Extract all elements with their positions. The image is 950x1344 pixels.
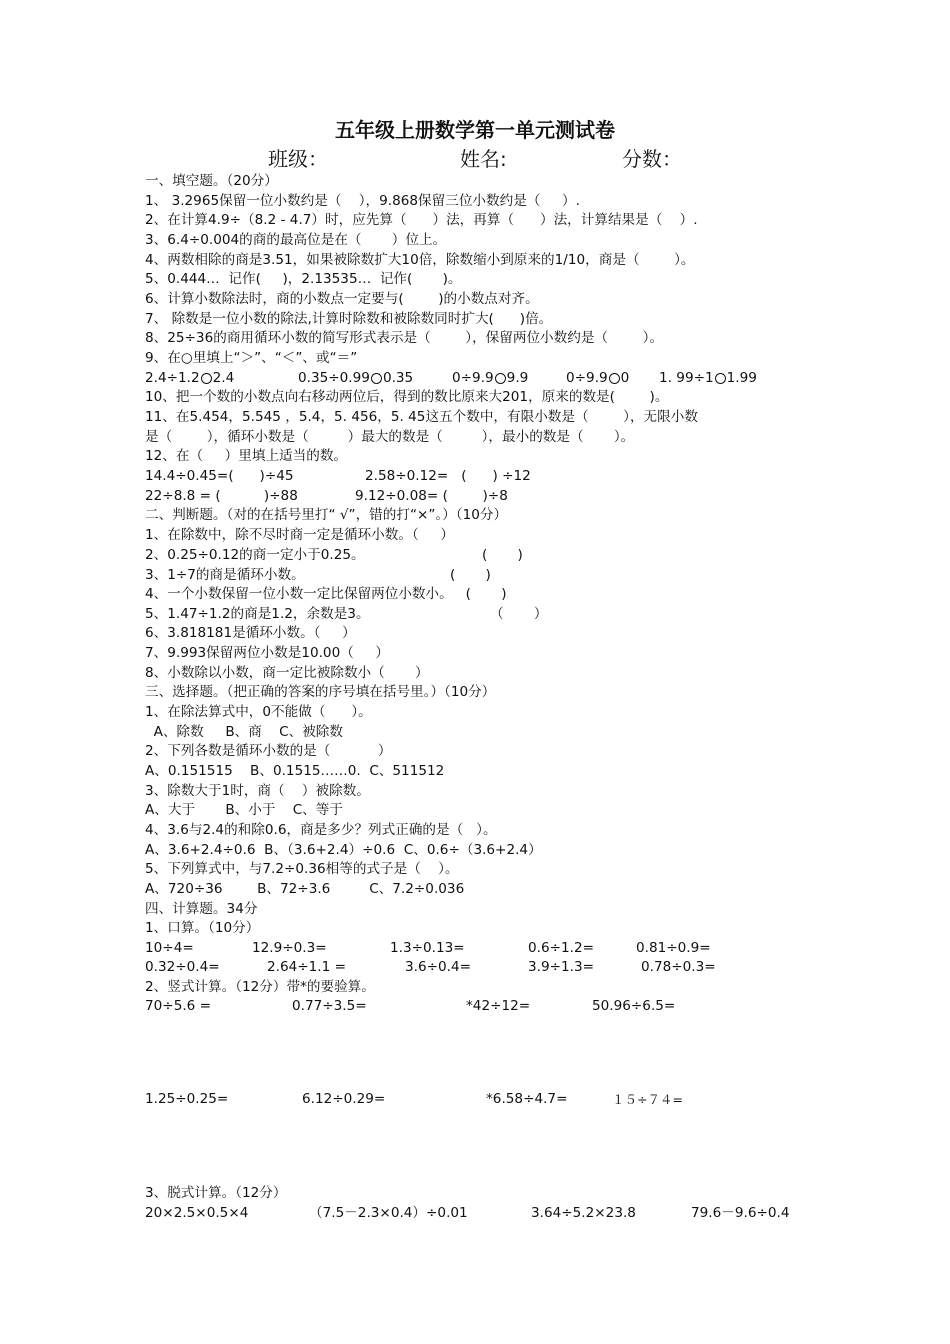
compare-circle-icon — [609, 373, 620, 384]
question-text: 9、在○里填上“＞”、“＜”、或“＝” — [145, 350, 358, 366]
step-problem: 79.6－9.6÷0.4 — [691, 1205, 790, 1221]
vertical-problem: １５÷７４= — [612, 1092, 683, 1107]
equation: 2.58÷0.12= ( ) ÷12 — [365, 468, 531, 484]
question-text: 3、除数大于1时，商（ ）被除数。 — [145, 783, 370, 799]
vertical-problem: 70÷5.6 = — [145, 998, 212, 1014]
question-text: 11、在5.454，5.545 ，5.4，5. 456，5. 45这五个数中，有限小数是（ ），无限小数 — [145, 409, 698, 425]
oral-problem: 0.81÷0.9= — [636, 940, 711, 956]
oral-problem: 0.6÷1.2= — [528, 940, 595, 956]
question-text: 6、计算小数除法时，商的小数点一定要与( )的小数点对齐。 — [145, 291, 539, 307]
comparison-item: 1. 99÷1 1.99 — [659, 370, 757, 386]
subsection-heading: 2、竖式计算。（12分）带*的要验算。 — [145, 979, 375, 995]
subsection-heading: 3、脱式计算。（12分） — [145, 1185, 287, 1201]
choice-options: A、除数 B、商 C、被除数 — [145, 724, 343, 740]
question-text: 7、 除数是一位小数的除法,计算时除数和被除数同时扩大( )倍。 — [145, 311, 553, 327]
compare-circle-icon — [371, 373, 382, 384]
section-heading-choice: 三、选择题。（把正确的答案的序号填在括号里。）（10分） — [145, 684, 496, 700]
vertical-problem: *6.58÷4.7= — [486, 1091, 568, 1107]
question-text: 8、小数除以小数，商一定比被除数小（ ） — [145, 665, 429, 681]
vertical-problem: 6.12÷0.29= — [302, 1091, 386, 1107]
section-heading-judge: 二、判断题。（对的在括号里打“ √”，错的打“×”。）（10分） — [145, 507, 508, 523]
compare-circle-icon — [715, 373, 726, 384]
equation: 22÷8.8 = ( )÷88 — [145, 488, 298, 504]
oral-problem: 2.64÷1.1 = — [267, 959, 346, 975]
oral-problem: 1.3÷0.13= — [390, 940, 465, 956]
question-text: 3、6.4÷0.004的商的最高位是在（ ）位上。 — [145, 232, 447, 248]
answer-bracket: （ ） — [490, 606, 548, 622]
question-text: 5、下列算式中，与7.2÷0.36相等的式子是（ ）。 — [145, 861, 459, 877]
compare-circle-icon — [495, 373, 506, 384]
question-text: 8、25÷36的商用循环小数的简写形式表示是（ ），保留两位小数约是（ ）。 — [145, 330, 663, 346]
question-text: 4、3.6与2.4的和除0.6，商是多少？列式正确的是（ ）。 — [145, 822, 497, 838]
oral-problem: 3.9÷1.3= — [528, 959, 595, 975]
choice-options: A、大于 B、小于 C、等于 — [145, 802, 343, 818]
equation: 14.4÷0.45=( )÷45 — [145, 468, 294, 484]
question-text: 3、1÷7的商是循环小数。 — [145, 567, 305, 583]
vertical-problem: *42÷12= — [466, 998, 531, 1014]
question-text: 2、0.25÷0.12的商一定小于0.25。 — [145, 547, 365, 563]
question-text: 1、 3.2965保留一位小数约是（ ），9.868保留三位小数约是（ ）. — [145, 193, 580, 209]
step-problem: （7.5－2.3×0.4）÷0.01 — [309, 1205, 468, 1221]
comparison-item: 0÷9.9 9.9 — [452, 370, 529, 386]
page-title: 五年级上册数学第一单元测试卷 — [335, 118, 615, 142]
question-text: 2、在计算4.9÷（8.2 - 4.7）时，应先算（ ）法，再算（ ）法，计算结果是（ ）. — [145, 212, 698, 228]
equation: 9.12÷0.08= ( )÷8 — [355, 488, 508, 504]
choice-options: A、3.6+2.4÷0.6 B、（3.6+2.4）÷0.6 C、0.6÷（3.6+2.4） — [145, 842, 542, 858]
step-problem: 20×2.5×0.5×4 — [145, 1205, 249, 1221]
class-label: 班级： — [268, 147, 328, 171]
vertical-problem: 50.96÷6.5= — [592, 998, 676, 1014]
comparison-item: 0.35÷0.99 0.35 — [298, 370, 414, 386]
section-heading-fill: 一、填空题。（20分） — [145, 173, 278, 189]
question-text: 5、0.444… 记作( )，2.13535… 记作( )。 — [145, 271, 462, 287]
question-text: 2、下列各数是循环小数的是（ ） — [145, 743, 392, 759]
question-text: 6、3.818181是循环小数。（ ） — [145, 625, 356, 641]
section-heading-calc: 四、计算题。34分 — [145, 901, 258, 917]
choice-options: A、0.151515 B、0.1515……0. C、511512 — [145, 763, 445, 779]
question-text: 1、在除法算式中，0不能做（ ）。 — [145, 704, 372, 720]
vertical-problem: 1.25÷0.25= — [145, 1091, 229, 1107]
oral-problem: 0.32÷0.4= — [145, 959, 220, 975]
oral-problem: 3.6÷0.4= — [405, 959, 472, 975]
name-label: 姓名: — [460, 147, 507, 171]
question-text: 4、一个小数保留一位小数一定比保留两位小数小。 ( ) — [145, 586, 507, 602]
subsection-heading: 1、口算。（10分） — [145, 920, 260, 936]
question-text: 10、把一个数的小数点向右移动两位后，得到的数比原来大201，原来的数是( )。 — [145, 389, 669, 405]
vertical-problem: 0.77÷3.5= — [292, 998, 367, 1014]
question-text: 1、在除数中，除不尽时商一定是循环小数。（ ） — [145, 527, 454, 543]
answer-bracket: ( ) — [482, 547, 523, 563]
question-text: 5、1.47÷1.2的商是1.2，余数是3。 — [145, 606, 370, 622]
answer-bracket: ( ) — [450, 567, 491, 583]
comparison-item: 2.4÷1.2 2.4 — [145, 370, 235, 386]
oral-problem: 12.9÷0.3= — [252, 940, 327, 956]
oral-problem: 10÷4= — [145, 940, 194, 956]
score-label: 分数： — [622, 147, 682, 171]
compare-circle-icon — [201, 373, 212, 384]
comparison-item: 0÷9.9 0 — [566, 370, 630, 386]
question-text: 4、两数相除的商是3.51，如果被除数扩大10倍，除数缩小到原来的1/10，商是（ ）。 — [145, 252, 695, 268]
question-text: 12、在（ ）里填上适当的数。 — [145, 448, 348, 464]
question-text: 7、9.993保留两位小数是10.00（ ） — [145, 645, 390, 661]
step-problem: 3.64÷5.2×23.8 — [531, 1205, 636, 1221]
choice-options: A、720÷36 B、72÷3.6 C、7.2÷0.036 — [145, 881, 465, 897]
oral-problem: 0.78÷0.3= — [641, 959, 716, 975]
question-text: 是（ ），循环小数是（ ）最大的数是（ ），最小的数是（ ）。 — [145, 429, 635, 445]
